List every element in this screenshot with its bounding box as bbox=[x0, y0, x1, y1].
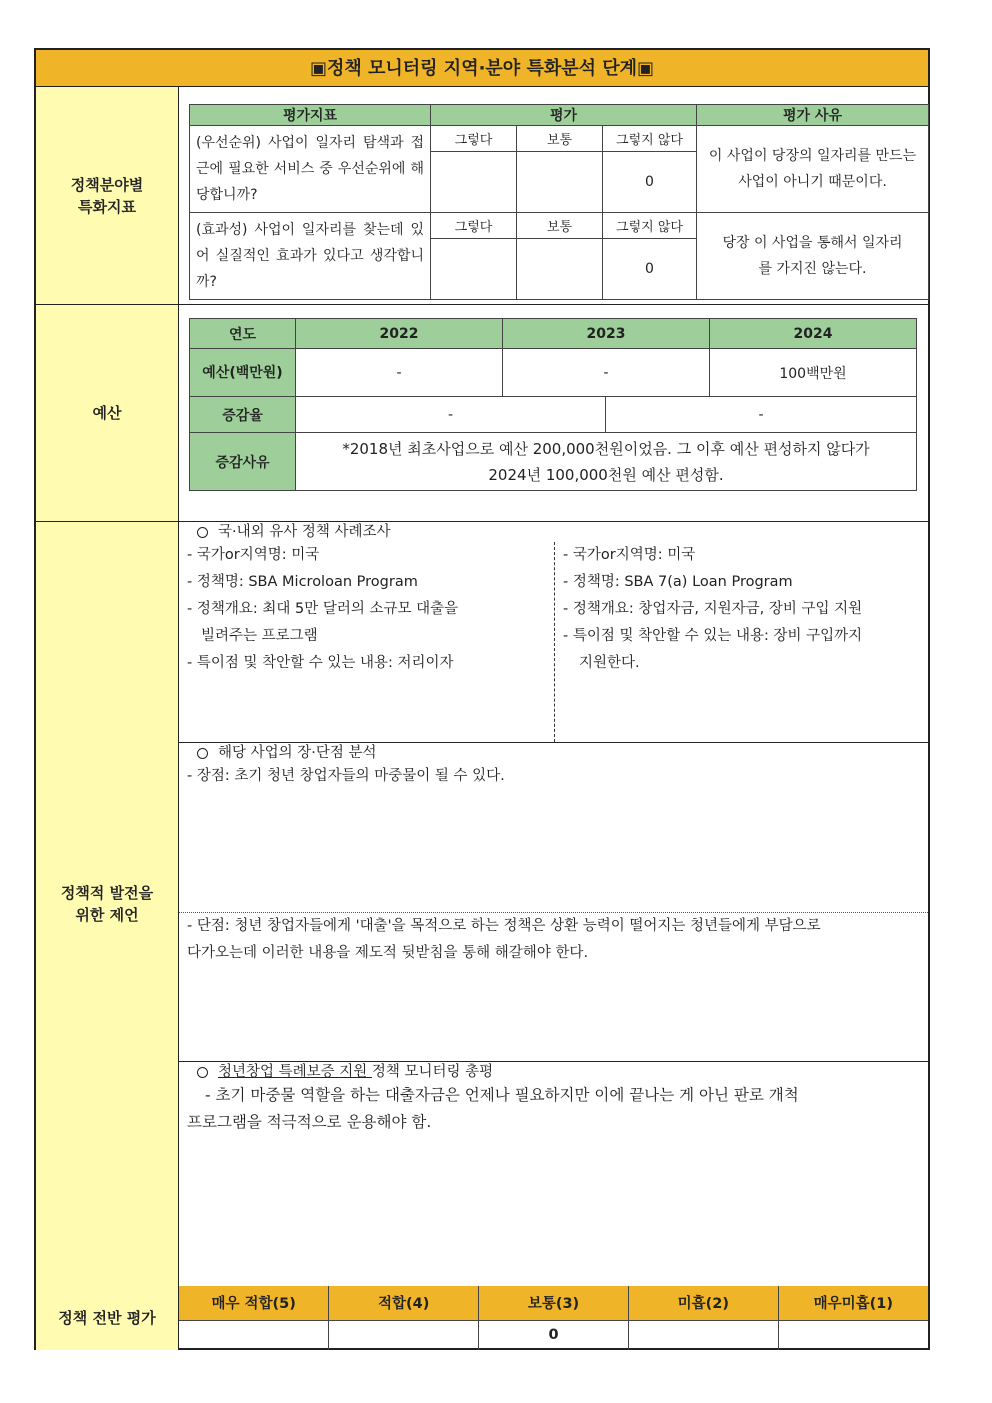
change-rate-2: - bbox=[606, 397, 917, 433]
cons-analysis bbox=[179, 913, 928, 1062]
case-left-line: 빌려주는 프로그램 bbox=[201, 628, 318, 644]
mark-no: 0 bbox=[603, 152, 697, 213]
case-study-head: 국·내외 유사 정책 사례조사 bbox=[218, 524, 391, 540]
proposal-section bbox=[179, 522, 928, 1287]
change-rate-label: 증감율 bbox=[190, 397, 296, 433]
mark-yes bbox=[431, 239, 517, 300]
mark-yes bbox=[431, 152, 517, 213]
change-rate-1: - bbox=[296, 397, 606, 433]
case-left-line: - 특이점 및 착안할 수 있는 내용: 저리이자 bbox=[187, 655, 454, 671]
option-no: 그렇지 않다 bbox=[603, 213, 697, 239]
indicator-header: 평가지표 bbox=[190, 105, 431, 126]
question-effectiveness: (효과성) 사업이 일자리를 찾는데 있어 실질적인 효과가 있다고 생각합니까? bbox=[190, 213, 431, 300]
cons-text-2: 다가오는데 이러한 내용을 제도적 뒷받침을 통해 해갈해야 한다. bbox=[187, 945, 589, 961]
budget-2024: 100백만원 bbox=[710, 349, 917, 397]
scale-very-suitable: 매우 적합(5) bbox=[179, 1286, 329, 1320]
option-yes: 그렇다 bbox=[431, 213, 517, 239]
year-2022: 2022 bbox=[296, 319, 503, 349]
option-neutral: 보통 bbox=[517, 126, 603, 152]
overall-mark bbox=[329, 1320, 479, 1350]
scale-insufficient: 미흡(2) bbox=[628, 1286, 778, 1320]
evaluation-form bbox=[34, 48, 930, 1350]
circle-bullet-icon bbox=[197, 527, 208, 538]
case-right-line: - 국가or지역명: 미국 bbox=[563, 547, 696, 563]
budget-label: 예산 bbox=[36, 305, 179, 522]
year-2023: 2023 bbox=[503, 319, 710, 349]
pros-cons-head: 해당 사업의 장·단점 분석 bbox=[218, 745, 377, 761]
option-no: 그렇지 않다 bbox=[603, 126, 697, 152]
overall-mark bbox=[628, 1320, 778, 1350]
summary-program-name: 청년창업 특례보증 지원 bbox=[218, 1064, 372, 1080]
year-2024: 2024 bbox=[710, 319, 917, 349]
form-title: ▣정책 모니터링 지역·분야 특화분석 단계▣ bbox=[36, 50, 928, 87]
pros-text: - 장점: 초기 청년 창업자들의 마중물이 될 수 있다. bbox=[187, 768, 505, 784]
option-neutral: 보통 bbox=[517, 213, 603, 239]
case-left-line: - 정책개요: 최대 5만 달러의 소규모 대출을 bbox=[187, 601, 459, 617]
mark-no: 0 bbox=[603, 239, 697, 300]
overall-mark bbox=[778, 1320, 928, 1350]
circle-bullet-icon bbox=[197, 748, 208, 759]
summary-text-2: 프로그램을 적극적으로 운용해야 함. bbox=[187, 1113, 432, 1131]
budget-table bbox=[189, 318, 917, 491]
reason-priority: 이 사업이 당장의 일자리를 만드는 사업이 아니기 때문이다. bbox=[697, 126, 929, 213]
mark-neutral bbox=[517, 152, 603, 213]
overall-table bbox=[179, 1286, 928, 1350]
reason-effectiveness: 당장 이 사업을 통해서 일자리를 가지진 않는다. bbox=[697, 213, 929, 300]
budget-2023: - bbox=[503, 349, 710, 397]
year-label: 연도 bbox=[190, 319, 296, 349]
mark-neutral bbox=[517, 239, 603, 300]
scale-normal: 보통(3) bbox=[479, 1286, 629, 1320]
case-left-line: - 정책명: SBA Microloan Program bbox=[187, 574, 418, 590]
overall-mark: 0 bbox=[479, 1320, 629, 1350]
question-priority: (우선순위) 사업이 일자리 탐색과 접근에 필요한 서비스 중 우선순위에 해당합니까? bbox=[190, 126, 431, 213]
case-right-line: - 정책명: SBA 7(a) Loan Program bbox=[563, 574, 793, 590]
overall-section bbox=[179, 1286, 928, 1350]
pros-analysis bbox=[179, 743, 928, 913]
summary bbox=[179, 1062, 928, 1287]
case-left-line: - 국가or지역명: 미국 bbox=[187, 547, 320, 563]
indicators-label: 정책분야별 특화지표 bbox=[36, 87, 179, 305]
case-right-line: - 특이점 및 착안할 수 있는 내용: 장비 구입까지 bbox=[563, 628, 863, 644]
reason-header: 평가 사유 bbox=[697, 105, 929, 126]
scale-very-insufficient: 매우미흡(1) bbox=[778, 1286, 928, 1320]
overall-label: 정책 전반 평가 bbox=[36, 1286, 179, 1350]
case-right-line: - 정책개요: 창업자금, 지원자금, 장비 구입 지원 bbox=[563, 601, 863, 617]
budget-section bbox=[179, 305, 928, 522]
budget-row-label: 예산(백만원) bbox=[190, 349, 296, 397]
case-study bbox=[179, 522, 928, 743]
overall-mark bbox=[179, 1320, 329, 1350]
summary-text-1: - 초기 마중물 역할을 하는 대출자금은 언제나 필요하지만 이에 끝나는 게 아닌 판로 개척 bbox=[205, 1086, 799, 1104]
evaluation-header: 평가 bbox=[431, 105, 697, 126]
proposal-label: 정책적 발전을 위한 제언 bbox=[36, 522, 179, 1287]
indicators-section bbox=[179, 87, 928, 305]
budget-2022: - bbox=[296, 349, 503, 397]
scale-suitable: 적합(4) bbox=[329, 1286, 479, 1320]
case-right-line: 지원한다. bbox=[579, 655, 640, 671]
change-reason: *2018년 최초사업으로 예산 200,000천원이었음. 그 이후 예산 편성하지 않다가 2024년 100,000천원 예산 편성함. bbox=[296, 433, 917, 491]
change-reason-label: 증감사유 bbox=[190, 433, 296, 491]
option-yes: 그렇다 bbox=[431, 126, 517, 152]
cons-text-1: - 단점: 청년 창업자들에게 '대출'을 목적으로 하는 정책은 상환 능력이 떨어지는 청년들에게 부담으로 bbox=[187, 918, 821, 934]
indicators-table bbox=[189, 104, 929, 300]
circle-bullet-icon bbox=[197, 1067, 208, 1078]
summary-head: 정책 모니터링 총평 bbox=[371, 1064, 494, 1080]
